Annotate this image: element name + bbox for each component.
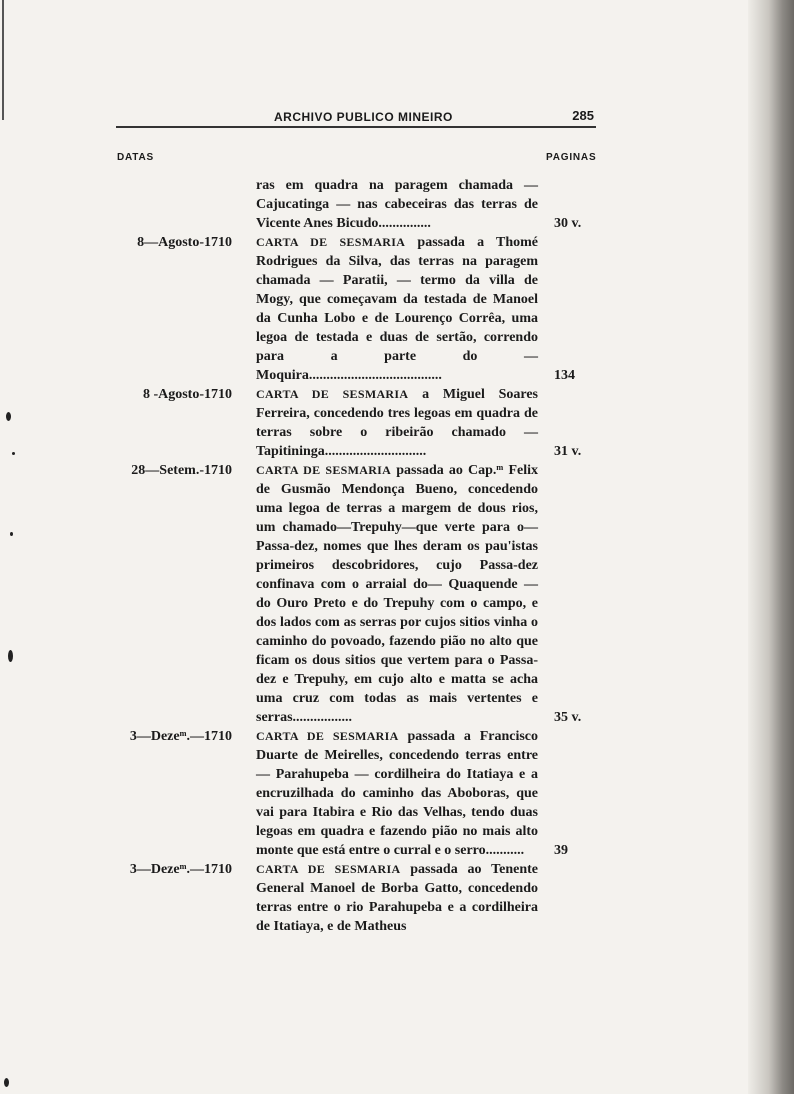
entry-date: 3—Dezeᵐ.—1710 — [129, 862, 232, 877]
entry-page: 134 — [554, 368, 575, 383]
entry-text — [256, 233, 538, 385]
entry-body: passada ao Cap.ᵐ Felix de Gusmão Mendonça Bueno, concedendo uma legoa de terras a margem de dous rios, um chamado—Trepuhy—que verte para o—Passa-dez, nomes que lhes deram os pau'istas primeiros descobridores, cujo Passa-dez confinava com o arraial do— Quaquende — do Ouro Preto e do Trepuhy com o campo, e dos lados com as serras por cujos sitios vinha o caminho do povoado, fazendo pião no alto que ficam os dous sitios que vertem para o Passa-dez e Trepuhy, em cujo alto e matta se acha uma cruz com todas as mais vertentes e serras................. — [256, 463, 539, 725]
entry-text — [256, 176, 538, 233]
page-number: 285 — [572, 108, 594, 123]
entry — [110, 385, 610, 461]
entry-page: 35 v. — [554, 710, 582, 725]
entry — [110, 461, 610, 727]
entry-page: 31 v. — [554, 444, 582, 459]
entry-text — [256, 461, 538, 727]
ink-speck — [6, 412, 11, 421]
entry-body: passada a Francisco Duarte de Meirelles, concedendo terras entre— Parahupeba — cordilheira do Itatiaya e a encruzilhada do caminho das Aboboras, que vai para Itabira e Rio das Velhas, tendo duas legoas em quadra e fazendo pião no mais alto monte que está entre o curral e o serro........... — [256, 729, 539, 858]
ink-speck — [4, 1078, 9, 1087]
entry-body: passada a Thomé Rodrigues da Silva, das terras na paragem chamada — Paratii, — termo da villa de Mogy, que começavam da testada de Manoel da Cunha Lobo e de Lourenço Corrêa, uma legoa de testada e duas de sertão, correndo para a parte do — Moquira...................................... — [256, 235, 539, 383]
column-heading-dates: DATAS — [117, 152, 154, 163]
entry-body: passada ao Tenente General Manoel de Borba Gatto, concedendo terras entre o rio Parahupeba e a cordilheira de Itatiaya, e de Matheus — [256, 862, 538, 934]
entry-lead: CARTA DE SESMARIA — [256, 235, 406, 249]
entry-date: 3—Dezeᵐ.—1710 — [129, 729, 232, 744]
entry-lead: CARTA DE SESMARIA — [256, 463, 392, 477]
entry — [110, 233, 610, 385]
entry — [110, 176, 610, 233]
entry-lead: CARTA DE SESMARIA — [256, 729, 399, 743]
entry-body: ras em quadra na paragem chamada — Cajucatinga — nas cabeceiras das terras de Vicente Anes Bicudo............... — [256, 178, 538, 231]
entry-date: 28—Setem.-1710 — [131, 463, 232, 478]
entry-lead: CARTA DE SESMARIA — [256, 862, 401, 876]
entry-text — [256, 727, 538, 860]
running-head-title: ARCHIVO PUBLICO MINEIRO — [274, 110, 453, 124]
entry — [110, 860, 610, 936]
entry-body: a Miguel Soares Ferreira, concedendo tres legoas em quadra de terras sobre o ribeirão chamado — Tapitininga............................. — [256, 387, 539, 459]
column-heading-pages: PAGINAS — [546, 152, 597, 163]
ink-speck — [12, 452, 15, 455]
header-rule — [116, 126, 596, 128]
entries-list — [110, 176, 610, 936]
ink-speck — [8, 650, 13, 662]
entry-page: 39 — [554, 843, 568, 858]
entry-lead: CARTA DE SESMARIA — [256, 387, 409, 401]
page-edge-shadow — [748, 0, 794, 1094]
entry-date: 8—Agosto-1710 — [137, 235, 232, 250]
margin-line — [2, 0, 4, 120]
ink-speck — [10, 532, 13, 536]
entry-text — [256, 860, 538, 936]
entry-date: 8 -Agosto-1710 — [142, 387, 232, 402]
running-head — [116, 110, 596, 130]
entry — [110, 727, 610, 860]
entry-page: 30 v. — [554, 216, 582, 231]
entry-text — [256, 385, 538, 461]
